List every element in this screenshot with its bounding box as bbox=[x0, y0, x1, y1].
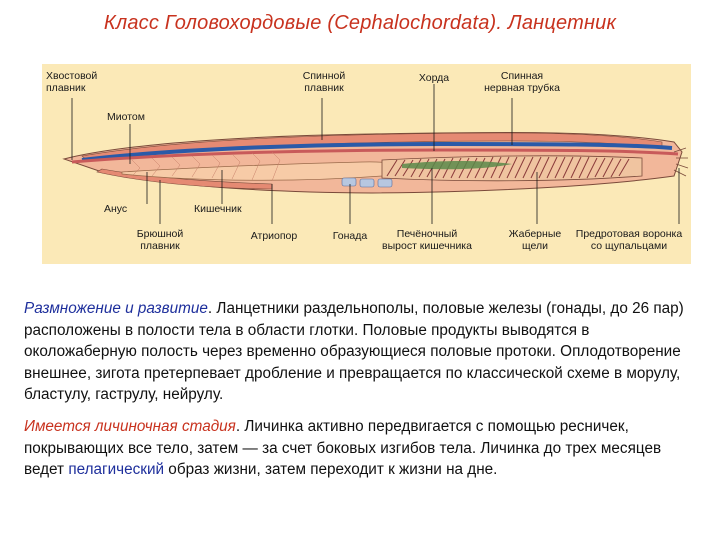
paragraph-larva bbox=[24, 416, 700, 481]
label-gill-slits: Жаберные щели bbox=[508, 228, 562, 252]
label-oral-funnel: Предротовая воронка со щупальцами bbox=[575, 228, 683, 252]
reproduction-text: . Ланцетники раздельнополы, половые железы (гонады, до 26 пар) расположены в полости тела в области глотки. Половые продукты выводятся в околожаберную полость через временно образующиеся половые протоки. Оплодотворение внешнее, зигота претерпевает дробление и превращается по классической схеме в морулу, бластулу, гаструлу, нейрулу. bbox=[24, 300, 684, 403]
lancelet-diagram bbox=[42, 64, 691, 264]
label-intestine: Кишечник bbox=[194, 203, 242, 215]
slide-title: Класс Головохордовые (Cephalochordata). Ланцетник bbox=[103, 12, 617, 34]
larva-text-before: . Личинка активно передвигается с помощью ресничек, покрывающих все тело, затем — за счет боковых изгибов тела. Личинка до трех месяцев ведет bbox=[24, 418, 662, 478]
label-notochord: Хорда bbox=[418, 72, 450, 84]
label-myotome: Миотом bbox=[107, 111, 145, 123]
pelagic-highlight: пелагический bbox=[68, 461, 165, 478]
label-atriopore: Атриопор bbox=[250, 230, 298, 242]
larva-text-after: образ жизни, затем переходит к жизни на дне. bbox=[164, 461, 498, 478]
label-ventral-fin: Брюшной плавник bbox=[136, 228, 184, 252]
larva-heading: Имеется личиночная стадия bbox=[24, 418, 236, 435]
label-dorsal-fin: Спинной плавник bbox=[302, 70, 346, 94]
label-anus: Анус bbox=[104, 203, 128, 215]
label-tail-fin: Хвостовой плавник bbox=[46, 70, 98, 94]
label-gonad: Гонада bbox=[332, 230, 368, 242]
label-nerve-tube: Спинная нервная трубка bbox=[484, 70, 560, 94]
label-liver-outgrowth: Печёночный вырост кишечника bbox=[382, 228, 472, 252]
reproduction-heading: Размножение и развитие bbox=[24, 300, 208, 317]
paragraph-reproduction bbox=[24, 298, 700, 406]
